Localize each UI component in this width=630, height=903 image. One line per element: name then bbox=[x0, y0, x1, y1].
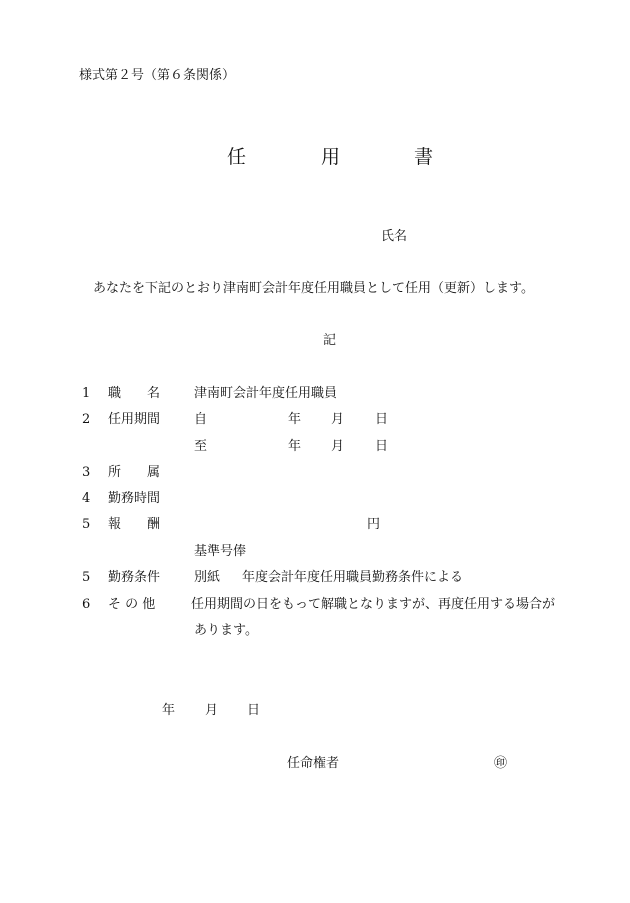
intro-text: あなたを下記のとおり津南町会計年度任用職員として任用（更新）します。 bbox=[93, 281, 534, 296]
period-to-year: 年 bbox=[288, 439, 302, 454]
item-7-label: そ の 他 bbox=[108, 597, 156, 612]
item-3-label: 所 属 bbox=[108, 465, 161, 480]
title-char-3: 書 bbox=[414, 146, 434, 168]
item-4-number: 4 bbox=[82, 491, 91, 506]
item-2-label: 任用期間 bbox=[108, 412, 161, 427]
conditions-attachment: 別紙 bbox=[194, 570, 221, 585]
form-number: 様式第２号（第６条関係） bbox=[79, 68, 236, 83]
title-char-2: 用 bbox=[321, 146, 341, 168]
item-7-number: 6 bbox=[82, 597, 91, 612]
period-to-month: 月 bbox=[331, 439, 345, 454]
other-line-1: 任用期間の日をもって解職となりますが、再度任用する場合が bbox=[191, 597, 556, 612]
item-6-number: 5 bbox=[82, 570, 91, 585]
item-5-label: 報 酬 bbox=[108, 517, 161, 532]
remuneration-yen: 円 bbox=[367, 517, 381, 532]
title-char-1: 任 bbox=[227, 146, 247, 168]
date-day: 日 bbox=[247, 703, 261, 718]
appointer-label: 任命権者 bbox=[287, 756, 340, 771]
period-from-prefix: 自 bbox=[194, 412, 208, 427]
name-label: 氏名 bbox=[381, 229, 408, 244]
conditions-text: 年度会計年度任用職員勤務条件による bbox=[242, 570, 464, 585]
date-month: 月 bbox=[205, 703, 219, 718]
other-line-2: あります。 bbox=[194, 623, 258, 638]
item-6-label: 勤務条件 bbox=[108, 570, 161, 585]
period-to-day: 日 bbox=[375, 439, 389, 454]
ki-heading: 記 bbox=[323, 333, 337, 348]
item-3-number: 3 bbox=[82, 465, 91, 480]
seal-mark: ㊞ bbox=[494, 756, 508, 771]
period-to-prefix: 至 bbox=[194, 439, 208, 454]
item-5-number: 5 bbox=[82, 517, 91, 532]
period-from-day: 日 bbox=[375, 412, 389, 427]
item-1-label: 職 名 bbox=[108, 386, 161, 401]
period-from-year: 年 bbox=[288, 412, 302, 427]
item-2-number: 2 bbox=[82, 412, 91, 427]
date-year: 年 bbox=[162, 703, 176, 718]
item-1-number: 1 bbox=[82, 386, 91, 401]
period-from-month: 月 bbox=[331, 412, 345, 427]
document-title bbox=[0, 146, 630, 170]
item-4-label: 勤務時間 bbox=[108, 491, 161, 506]
item-1-value: 津南町会計年度任用職員 bbox=[194, 386, 338, 401]
base-salary-grade: 基準号俸 bbox=[194, 544, 247, 559]
